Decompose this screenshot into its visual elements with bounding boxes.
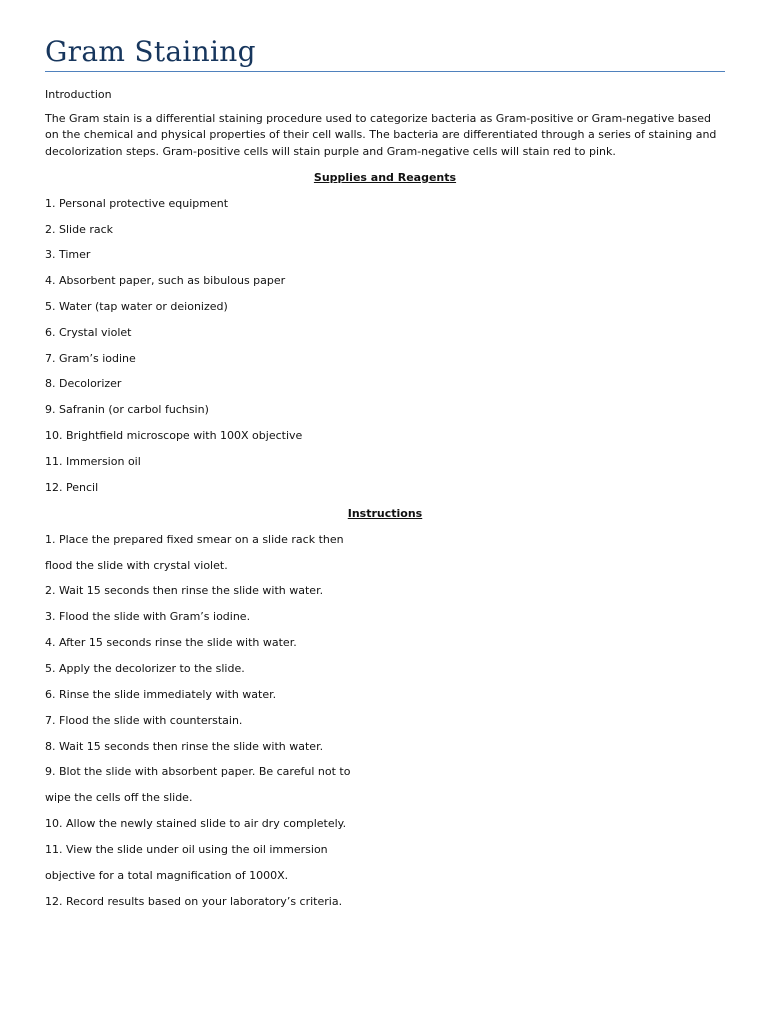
- instruction-line: 1. Place the prepared fixed smear on a slide rack then: [45, 533, 344, 546]
- instruction-line: 3. Flood the slide with Gram’s iodine.: [45, 610, 251, 623]
- supply-item: 1. Personal protective equipment: [45, 197, 229, 210]
- instruction-line: wipe the cells off the slide.: [45, 791, 193, 804]
- instruction-line: 9. Blot the slide with absorbent paper. Be careful not to: [45, 765, 351, 778]
- supply-item: 8. Decolorizer: [45, 377, 122, 390]
- supply-item: 3. Timer: [45, 248, 91, 261]
- supplies-heading: Supplies and Reagents: [313, 171, 457, 184]
- instruction-line: objective for a total magnification of 1000X.: [45, 869, 289, 882]
- supply-item: 10. Brightfield microscope with 100X objective: [45, 429, 303, 442]
- supply-item: 7. Gram’s iodine: [45, 352, 136, 365]
- instruction-line: 2. Wait 15 seconds then rinse the slide with water.: [45, 584, 324, 597]
- intro-paragraph: The Gram stain is a differential staining procedure used to categorize bacteria as Gram-positive or Gram-negative based on the chemical and physical properties of their cell walls. The bacteria are differentiated through a series of staining and decolorization steps. Gram-positive cells will stain purple and Gram-negative cells will stain red to pink.: [45, 112, 717, 158]
- instruction-line: flood the slide with crystal violet.: [45, 559, 228, 572]
- supply-item: 2. Slide rack: [45, 223, 114, 236]
- instruction-line: 7. Flood the slide with counterstain.: [45, 714, 243, 727]
- supply-item: 11. Immersion oil: [45, 455, 141, 468]
- instruction-line: 11. View the slide under oil using the oil immersion: [45, 843, 328, 856]
- document-page: [45, 0, 725, 1024]
- supply-item: 5. Water (tap water or deionized): [45, 300, 228, 313]
- supply-item: 6. Crystal violet: [45, 326, 132, 339]
- instruction-line: 8. Wait 15 seconds then rinse the slide with water.: [45, 740, 324, 753]
- instruction-line: 4. After 15 seconds rinse the slide with water.: [45, 636, 297, 649]
- supply-item: 12. Pencil: [45, 481, 99, 494]
- title-underline-rule: [45, 71, 725, 72]
- supply-item: 9. Safranin (or carbol fuchsin): [45, 403, 209, 416]
- instruction-line: 12. Record results based on your laboratory’s criteria.: [45, 895, 343, 908]
- instruction-line: 5. Apply the decolorizer to the slide.: [45, 662, 245, 675]
- instruction-line: 6. Rinse the slide immediately with water.: [45, 688, 277, 701]
- intro-label: Introduction: [45, 88, 112, 101]
- page-title: Gram Staining: [45, 35, 256, 68]
- instruction-line: 10. Allow the newly stained slide to air dry completely.: [45, 817, 347, 830]
- supply-item: 4. Absorbent paper, such as bibulous paper: [45, 274, 286, 287]
- instructions-heading: Instructions: [347, 507, 423, 520]
